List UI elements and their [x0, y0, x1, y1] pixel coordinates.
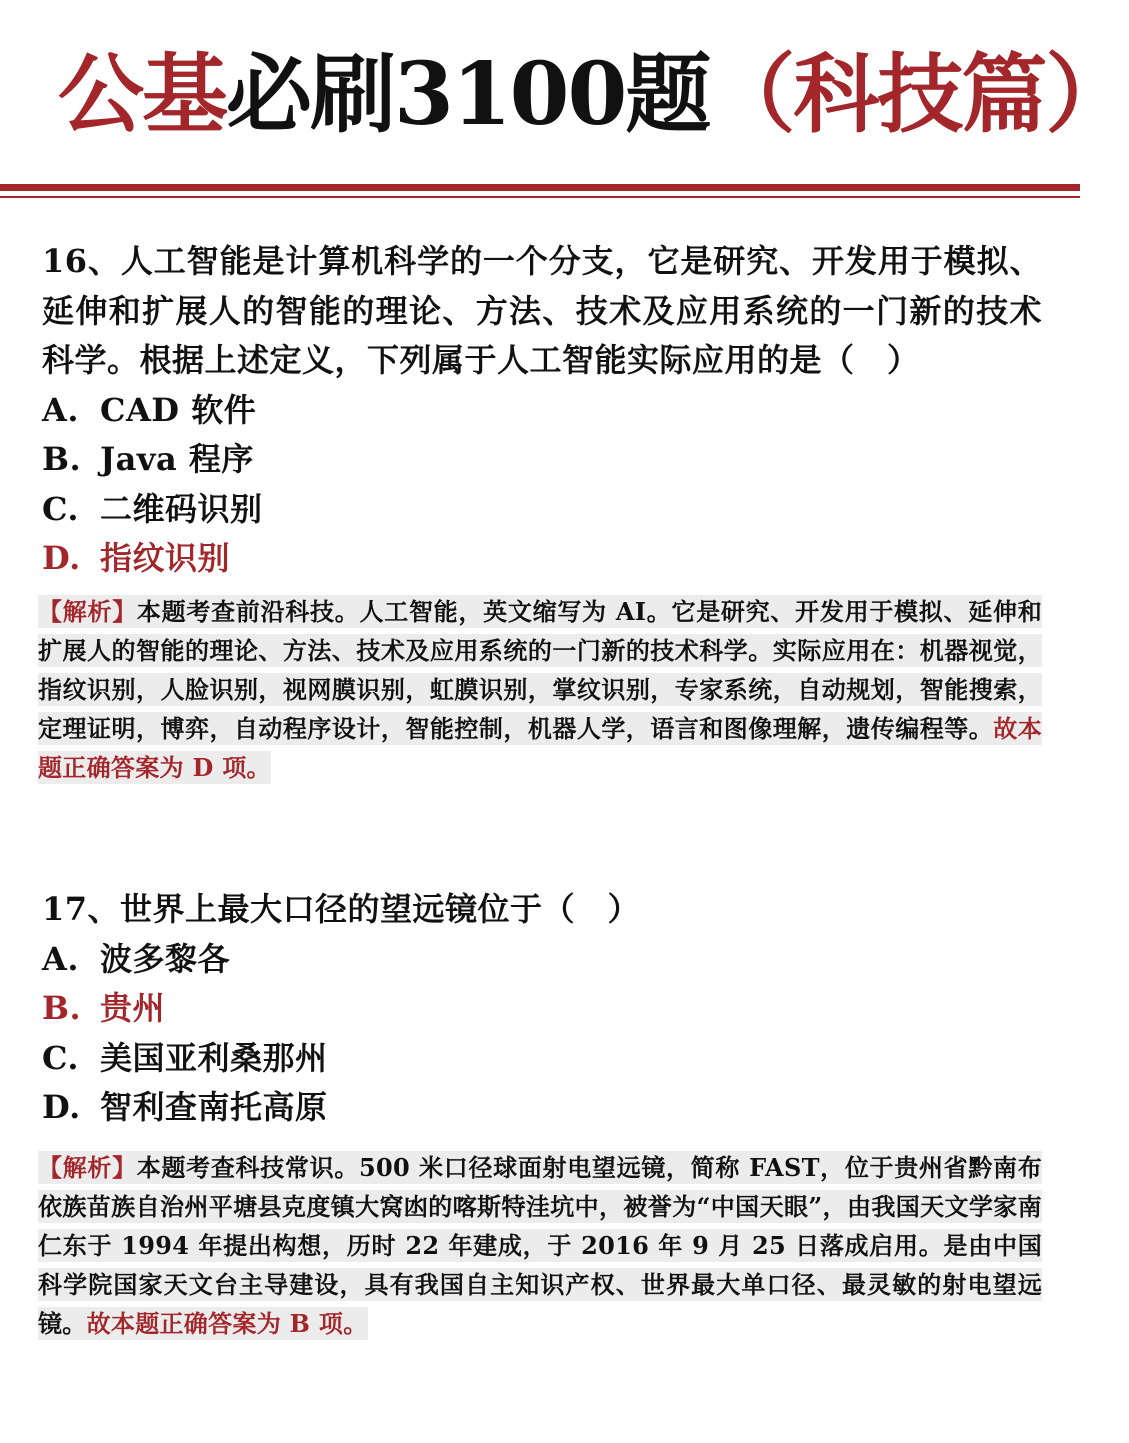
- option-b: [42, 435, 1042, 485]
- option-a: [42, 935, 1042, 985]
- option-text: 二维码识别: [100, 489, 263, 528]
- title-part-2: 必刷3100题: [226, 44, 710, 145]
- option-text: Java 程序: [100, 440, 254, 478]
- analysis-tag: 【解析】: [38, 597, 137, 626]
- question-stem: 16、人工智能是计算机科学的一个分支，它是研究、开发用于模拟、延伸和扩展人的智能的理论、方法、技术及应用系统的一门新的技术科学。根据上述定义，下列属于人工智能实际应用的是（ ）: [42, 242, 1042, 379]
- header: [0, 0, 1129, 185]
- option-letter: D.: [42, 539, 81, 577]
- option-letter: A.: [42, 390, 79, 429]
- option-letter: B.: [42, 989, 82, 1027]
- option-c: [42, 1034, 1042, 1084]
- option-letter: C.: [42, 1038, 80, 1077]
- analysis-body: 本题考查前沿科技。人工智能，英文缩写为 AI。它是研究、开发用于模拟、延伸和扩展人的智能的理论、方法、技术及应用系统的一门新的技术科学。实际应用在：机器视觉，指纹识别，人脸识别，视网膜识别，虹膜识别，掌纹识别，专家系统，自动规划，智能搜索，定理证明，博弈，自动程序设计，智能控制，机器人学，语言和图像理解，遗传编程等。: [38, 597, 1042, 743]
- option-letter: B.: [42, 440, 82, 478]
- analysis-17: [38, 1148, 1042, 1343]
- question-16: [42, 237, 1042, 584]
- option-b-correct: [42, 984, 1042, 1034]
- question-stem: 17、世界上最大口径的望远镜位于（ ）: [42, 890, 641, 928]
- option-a: [42, 386, 1042, 436]
- option-d-correct: [42, 534, 1042, 584]
- analysis-highlight: [38, 1151, 1042, 1340]
- option-text: 贵州: [100, 989, 166, 1027]
- option-text: 波多黎各: [100, 939, 231, 978]
- analysis-highlight: [38, 595, 1042, 784]
- header-divider-thick: [0, 184, 1080, 191]
- option-letter: A.: [42, 939, 79, 978]
- analysis-16: [38, 592, 1042, 787]
- analysis-answer: 故本题正确答案为 D 项。: [38, 714, 1042, 782]
- title-part-3: （科技篇）: [709, 44, 1129, 145]
- analysis-body: 本题考查科技常识。500 米口径球面射电望远镜，简称 FAST，位于贵州省黔南布依族苗族自治州平塘县克度镇大窝凼的喀斯特洼坑中，被誉为“中国天眼”，由我国天文学家南仁东于 1994 年提出构想，历时 22 年建成，于 2016 年 9 月 25 日落成启用。是由中国科学院国家天文台主导建设，具有我国自主知识产权、世界最大单口径、最灵敏的射电望远镜。: [38, 1153, 1042, 1338]
- option-text: 智利查南托高原: [100, 1088, 328, 1126]
- title-part-1: 公基: [58, 44, 226, 145]
- question-17: [42, 885, 1042, 1133]
- option-text: CAD 软件: [100, 390, 257, 429]
- analysis-answer: 故本题正确答案为 B 项。: [86, 1309, 368, 1338]
- option-letter: C.: [42, 489, 80, 528]
- analysis-tag: 【解析】: [38, 1153, 137, 1182]
- option-d: [42, 1083, 1042, 1133]
- option-text: 美国亚利桑那州: [100, 1038, 328, 1077]
- option-letter: D.: [42, 1088, 81, 1126]
- page-title: [58, 40, 1129, 150]
- option-text: 指纹识别: [100, 539, 231, 577]
- header-divider-thin: [0, 196, 1080, 198]
- option-c: [42, 485, 1042, 535]
